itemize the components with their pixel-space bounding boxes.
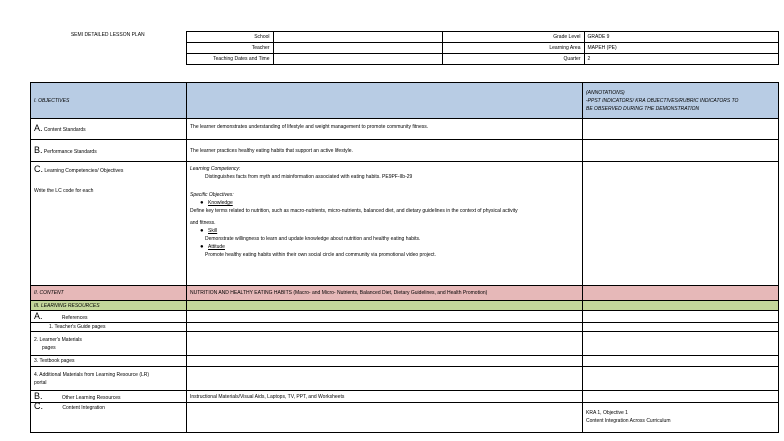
annotations-cell	[583, 83, 779, 119]
integration-note-2: Content Integration Across Curriculum	[586, 418, 671, 424]
attitude-text: Promote healthy eating habits within their own social circle and community via promotional video project.	[205, 252, 436, 258]
knowledge-text-cont: and fitness.	[190, 220, 216, 226]
content-standards-letter: A.	[34, 123, 43, 133]
content-integration-notes[interactable]	[583, 403, 779, 433]
textbook-label: 3. Textbook pages	[31, 356, 187, 367]
competency-text: Distinguishes facts from myth and misinformation associated with eating habits. PE9PF-IIb-29	[205, 174, 413, 180]
performance-standards-letter: B.	[34, 144, 43, 155]
bullet-icon: ●	[200, 200, 204, 206]
teachers-guide-row	[31, 323, 779, 332]
quarter-label: Quarter	[442, 54, 584, 65]
header-table	[30, 31, 779, 65]
learners-materials-label: 2. Learner's Materials pages	[31, 332, 187, 356]
skill-text: Demonstrate willingness to learn and update knowledge about nutrition and healthy eating habits.	[205, 236, 421, 242]
other-resources-row	[31, 391, 779, 403]
knowledge-label: Knowledge	[208, 200, 233, 206]
content-integration-label: C. Content Integration	[31, 403, 187, 433]
additional-materials-label: 4. Additional Materials from Learning Resource (LR) portal	[31, 367, 187, 391]
annotations-line-2: BE OBSERVED DURING THE DEMONSTRATION	[586, 105, 700, 112]
competencies-row	[31, 162, 779, 286]
references-row	[31, 311, 779, 323]
other-resources-label: B. Other Learning Resources	[31, 391, 187, 403]
content-standards-text[interactable]: The learner demonstrates understanding of lifestyle and weight management to promote community fitness.	[187, 119, 583, 140]
content-integration-letter: C.	[34, 402, 43, 411]
area-label: Learning Area	[442, 43, 584, 54]
references-label: A. References	[31, 311, 187, 323]
competency-heading: Learning Competency:	[190, 166, 241, 172]
content-row	[31, 286, 779, 301]
specific-objectives-heading: Specific Objectives:	[190, 192, 234, 198]
learning-resources-title: III. LEARNING RESOURCES	[31, 301, 187, 311]
other-resources-text[interactable]: Instructional Materials/Visual Aids, Laptops, TV, PPT, and Worksheets	[187, 391, 583, 403]
content-title: II. CONTENT	[31, 286, 187, 301]
performance-standards-text[interactable]: The learner practices healthy eating habits that support an active lifestyle.	[187, 140, 583, 162]
area-value[interactable]: MAPEH (PE)	[584, 43, 778, 54]
annotations-line-1: -PPST INDICATORS/ KRA OBJECTIVES/RUBRIC INDICATORS TO	[586, 97, 739, 104]
bullet-icon: ●	[200, 228, 204, 234]
additional-materials-row	[31, 367, 779, 391]
references-letter: A.	[34, 310, 43, 321]
content-standards-row	[31, 119, 779, 140]
grade-label: Grade Level	[442, 32, 584, 43]
grade-value[interactable]: GRADE 9	[584, 32, 778, 43]
learning-resources-row	[31, 301, 779, 311]
lesson-plan-table	[30, 82, 779, 433]
bullet-icon: ●	[200, 244, 204, 250]
dates-value[interactable]	[273, 54, 442, 65]
knowledge-text: Define key terms related to nutrition, such as macro-nutrients, micro-nutrients, balanced diet, and dietary guidelines in the context of physical activity	[190, 208, 518, 214]
content-standards-label: A. Content Standards	[31, 119, 187, 140]
textbook-row	[31, 356, 779, 367]
integration-note-1: KRA 1, Objective 1	[586, 410, 628, 416]
lesson-plan-title: SEMI DETAILED LESSON PLAN	[30, 32, 186, 65]
objectives-header-row	[31, 83, 779, 119]
competencies-letter: C.	[34, 164, 43, 174]
dates-label: Teaching Dates and Time	[186, 54, 273, 65]
performance-standards-row	[31, 140, 779, 162]
learners-materials-row	[31, 332, 779, 356]
teacher-label: Teacher	[186, 43, 273, 54]
content-text[interactable]: NUTRITION AND HEALTHY EATING HABITS (Macro- and Micro- Nutrients, Balanced Diet, Dietary Guidelines, and Health Promotion)	[187, 286, 583, 301]
competencies-label: Learning Competencies/ Objectives	[44, 168, 124, 174]
school-label: School	[186, 32, 273, 43]
performance-standards-label: B. Performance Standards	[31, 140, 187, 162]
teachers-guide-label: 1. Teacher's Guide pages	[31, 323, 187, 332]
school-value[interactable]	[273, 32, 442, 43]
other-resources-letter: B.	[34, 390, 43, 401]
attitude-label: Attitude	[208, 244, 225, 250]
teacher-value[interactable]	[273, 43, 442, 54]
competencies-content[interactable]	[187, 162, 583, 286]
competencies-label-cell	[31, 162, 187, 286]
competencies-note: Write the LC code for each	[34, 188, 94, 194]
content-integration-row	[31, 403, 779, 433]
objectives-title: I. OBJECTIVES	[31, 83, 187, 119]
quarter-value[interactable]: 2	[584, 54, 778, 65]
skill-label: Skill	[208, 228, 218, 234]
annotations-heading: (ANNOTATIONS)	[586, 89, 625, 96]
